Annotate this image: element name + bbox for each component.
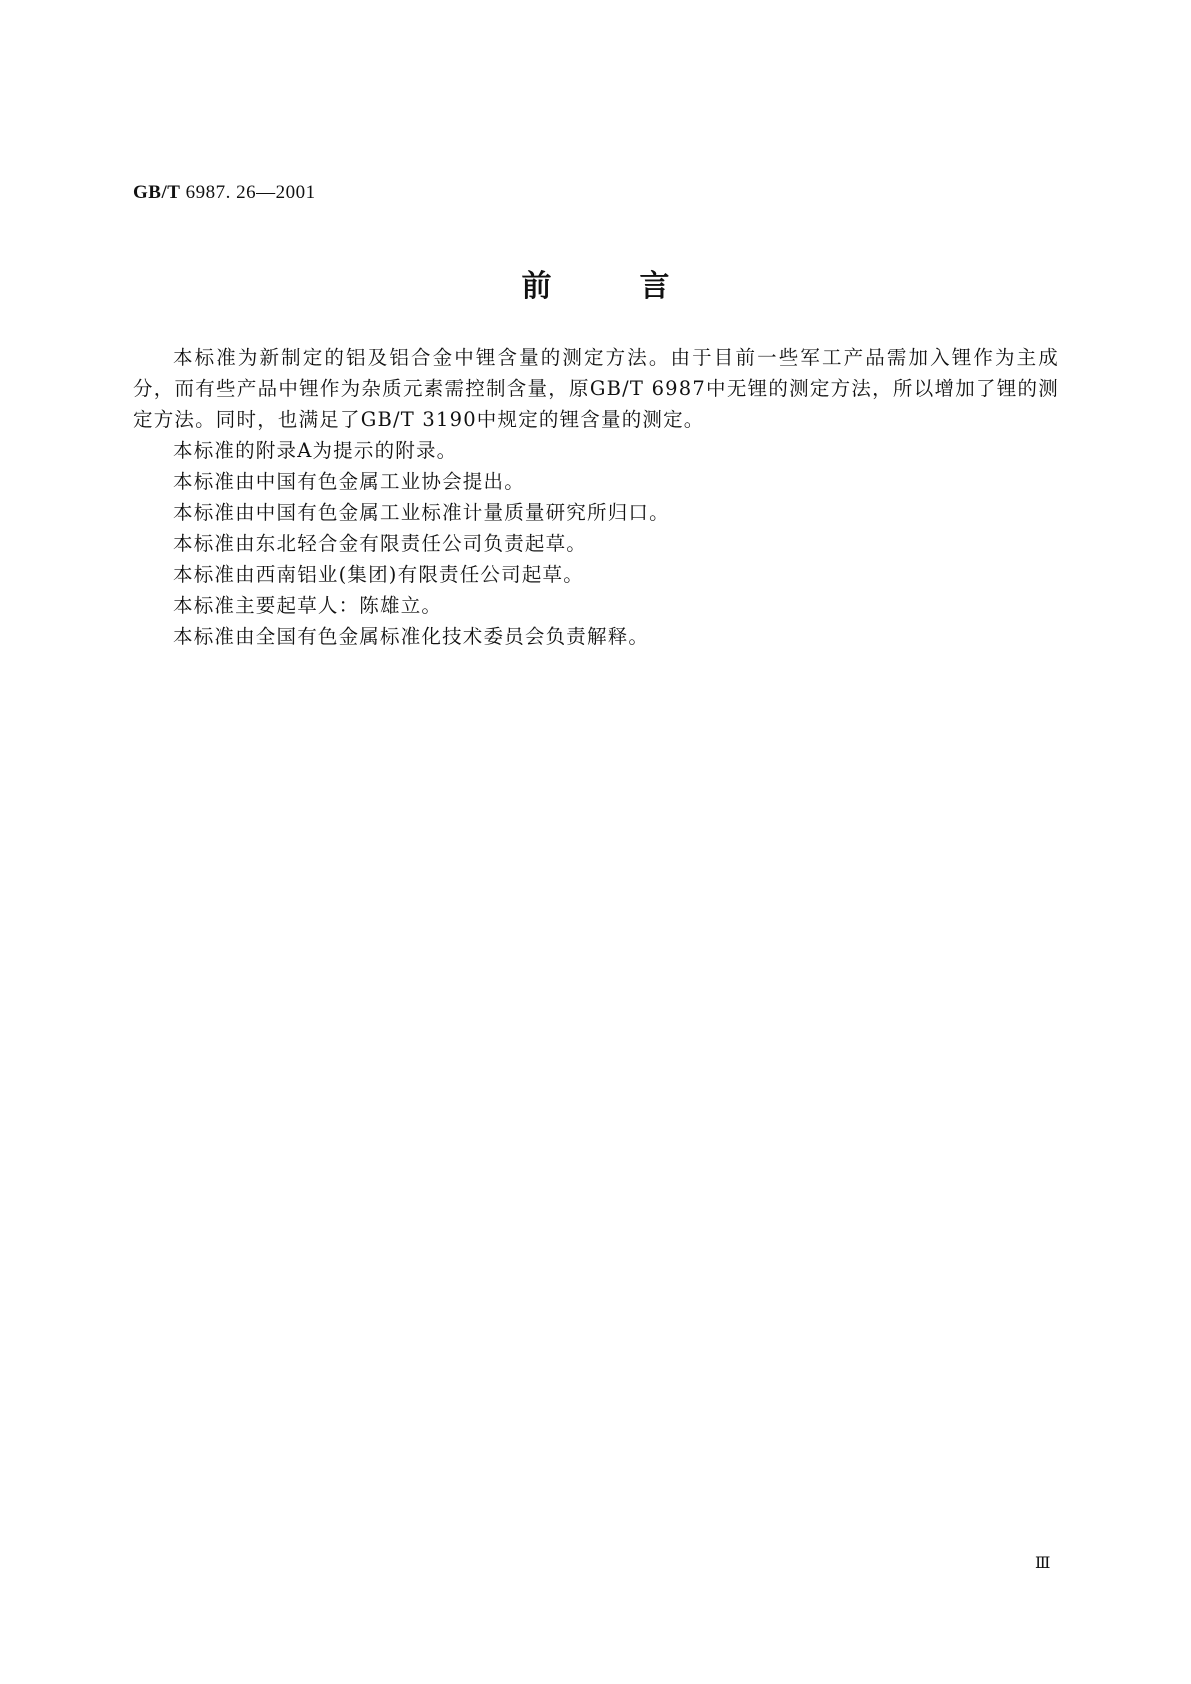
paragraph-centralized: 本标准由中国有色金属工业标准计量质量研究所归口。 — [173, 501, 670, 524]
paragraph-drafter-secondary: 本标准由西南铝业(集团)有限责任公司起草。 — [173, 563, 584, 586]
paragraph-drafter-primary: 本标准由东北轻合金有限责任公司负责起草。 — [173, 532, 588, 555]
paragraph-interpretation: 本标准由全国有色金属标准化技术委员会负责解释。 — [173, 625, 650, 648]
foreword-body — [133, 342, 1059, 652]
standard-prefix: GB/T — [133, 182, 181, 203]
paragraph-scope: 本标准为新制定的铝及铝合金中锂含量的测定方法。由于目前一些军工产品需加入锂作为主成分，而有些产品中锂作为杂质元素需控制含量，原GB/T 6987中无锂的测定方法，所以增加了锂的测定方法。同时，也满足了GB/T 3190中规定的锂含量的测定。 — [133, 346, 1059, 431]
paragraph-main-drafters: 本标准主要起草人：陈雄立。 — [173, 594, 443, 617]
page-number: Ⅲ — [1035, 1555, 1050, 1572]
standard-number: 6987. 26—2001 — [185, 182, 316, 203]
page-title: 前言 — [521, 269, 758, 304]
standard-code — [133, 182, 316, 204]
paragraph-proposer: 本标准由中国有色金属工业协会提出。 — [173, 470, 525, 493]
paragraph-appendix: 本标准的附录A为提示的附录。 — [173, 439, 458, 462]
